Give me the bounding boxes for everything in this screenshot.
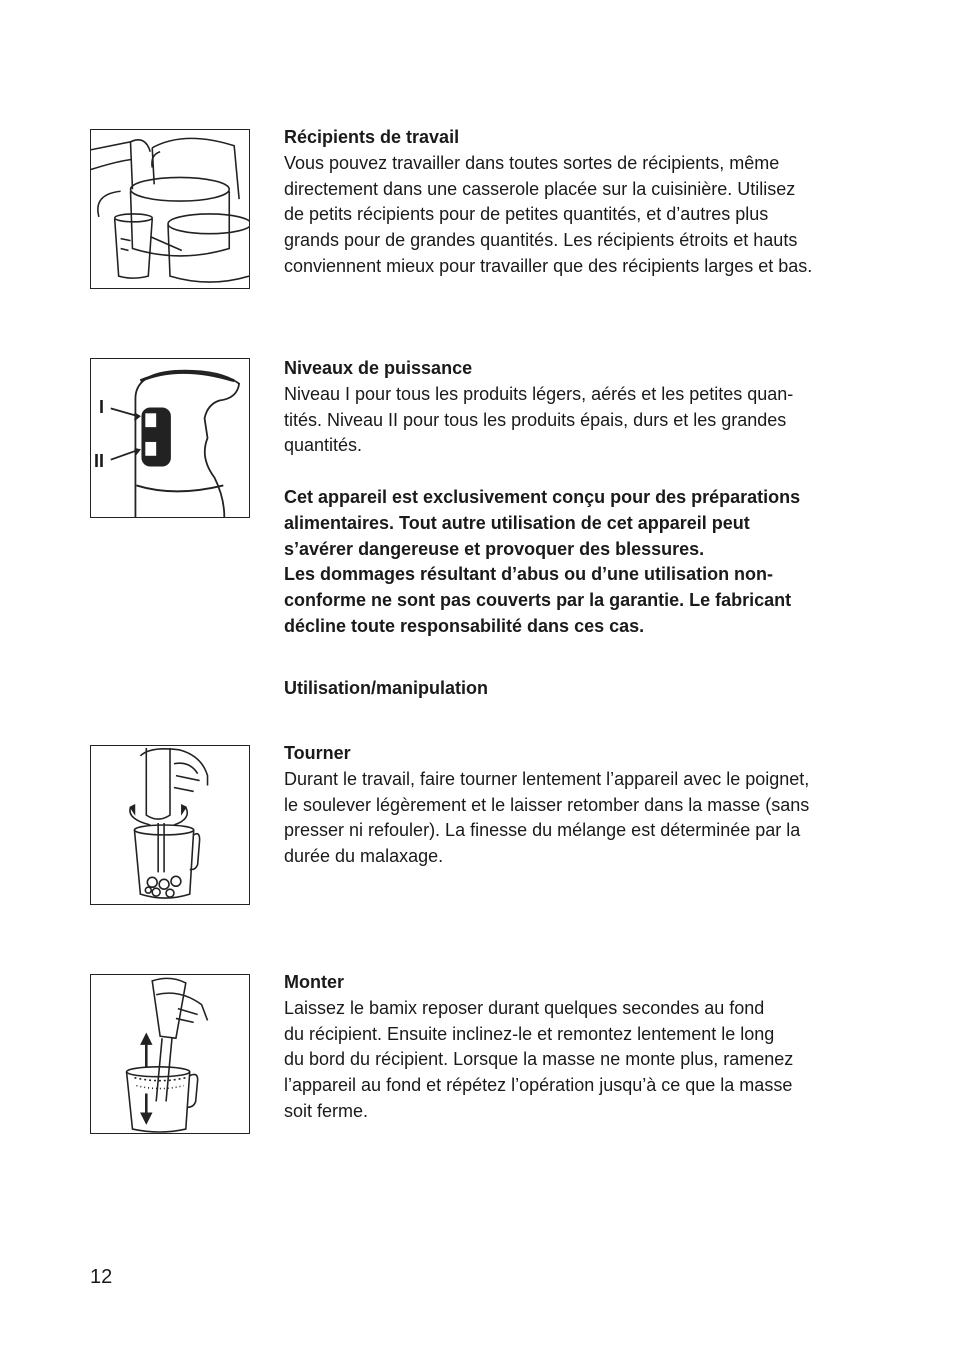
section-title: Récipients de travail xyxy=(284,127,460,147)
section-whip xyxy=(284,970,874,1125)
turning-illustration xyxy=(90,745,250,905)
warning-line: Cet appareil est exclusivement conçu pour des préparations xyxy=(284,487,801,507)
warning-notice xyxy=(284,485,874,640)
text-line: l’appareil au fond et répétez l’opération jusqu’à ce que la masse xyxy=(284,1075,793,1096)
text-line: soit ferme. xyxy=(284,1100,369,1121)
text-line: du bord du récipient. Lorsque la masse ne monte plus, ramenez xyxy=(284,1049,794,1070)
text-line: grands pour de grandes quantités. Les récipients étroits et hauts xyxy=(284,230,798,251)
text-line: conviennent mieux pour travailler que des récipients larges et bas. xyxy=(284,255,813,276)
level-2-label: II xyxy=(94,451,105,471)
text-line: Durant le travail, faire tourner lentement l’appareil avec le poignet, xyxy=(284,768,810,789)
text-line: de petits récipients pour de petites quantités, et d’autres plus xyxy=(284,204,769,225)
level-1-label: I xyxy=(99,397,105,417)
text-line: directement dans une casserole placée sur la cuisinière. Utilisez xyxy=(284,178,796,199)
usage-heading-block xyxy=(284,676,874,702)
text-line: Vous pouvez travailler dans toutes sortes de récipients, même xyxy=(284,152,780,173)
section-power xyxy=(284,356,874,459)
whipping-illustration xyxy=(90,974,250,1134)
text-line: du récipient. Ensuite inclinez-le et remontez lentement le long xyxy=(284,1023,775,1044)
text-line: Laissez le bamix reposer durant quelques secondes au fond xyxy=(284,997,765,1018)
page-number: 12 xyxy=(90,1266,113,1288)
warning-line: alimentaires. Tout autre utilisation de cet appareil peut xyxy=(284,512,750,533)
text-line: quantités. xyxy=(284,435,363,456)
text-line: le soulever légèrement et le laisser retomber dans la masse (sans xyxy=(284,794,810,815)
section-title: Tourner xyxy=(284,743,351,763)
text-line: durée du malaxage. xyxy=(284,846,444,867)
usage-heading: Utilisation/manipulation xyxy=(284,678,489,698)
section-title: Monter xyxy=(284,972,344,992)
text-line: Niveau I pour tous les produits légers, aérés et les petites quan- xyxy=(284,383,794,404)
warning-line: conforme ne sont pas couverts par la garantie. Le fabricant xyxy=(284,590,792,611)
warning-line: décline toute responsabilité dans ces cas. xyxy=(284,615,645,636)
warning-line: Les dommages résultant d’abus ou d’une utilisation non- xyxy=(284,564,774,585)
containers-illustration xyxy=(90,129,250,289)
power-switch-illustration xyxy=(90,358,250,518)
text-line: tités. Niveau II pour tous les produits épais, durs et les grandes xyxy=(284,409,787,430)
text-line: presser ni refouler). La finesse du mélange est déterminée par la xyxy=(284,820,801,841)
section-turn xyxy=(284,741,874,870)
section-title: Niveaux de puissance xyxy=(284,358,473,378)
section-recipients xyxy=(284,125,874,280)
warning-line: s’avérer dangereuse et provoquer des blessures. xyxy=(284,538,705,559)
